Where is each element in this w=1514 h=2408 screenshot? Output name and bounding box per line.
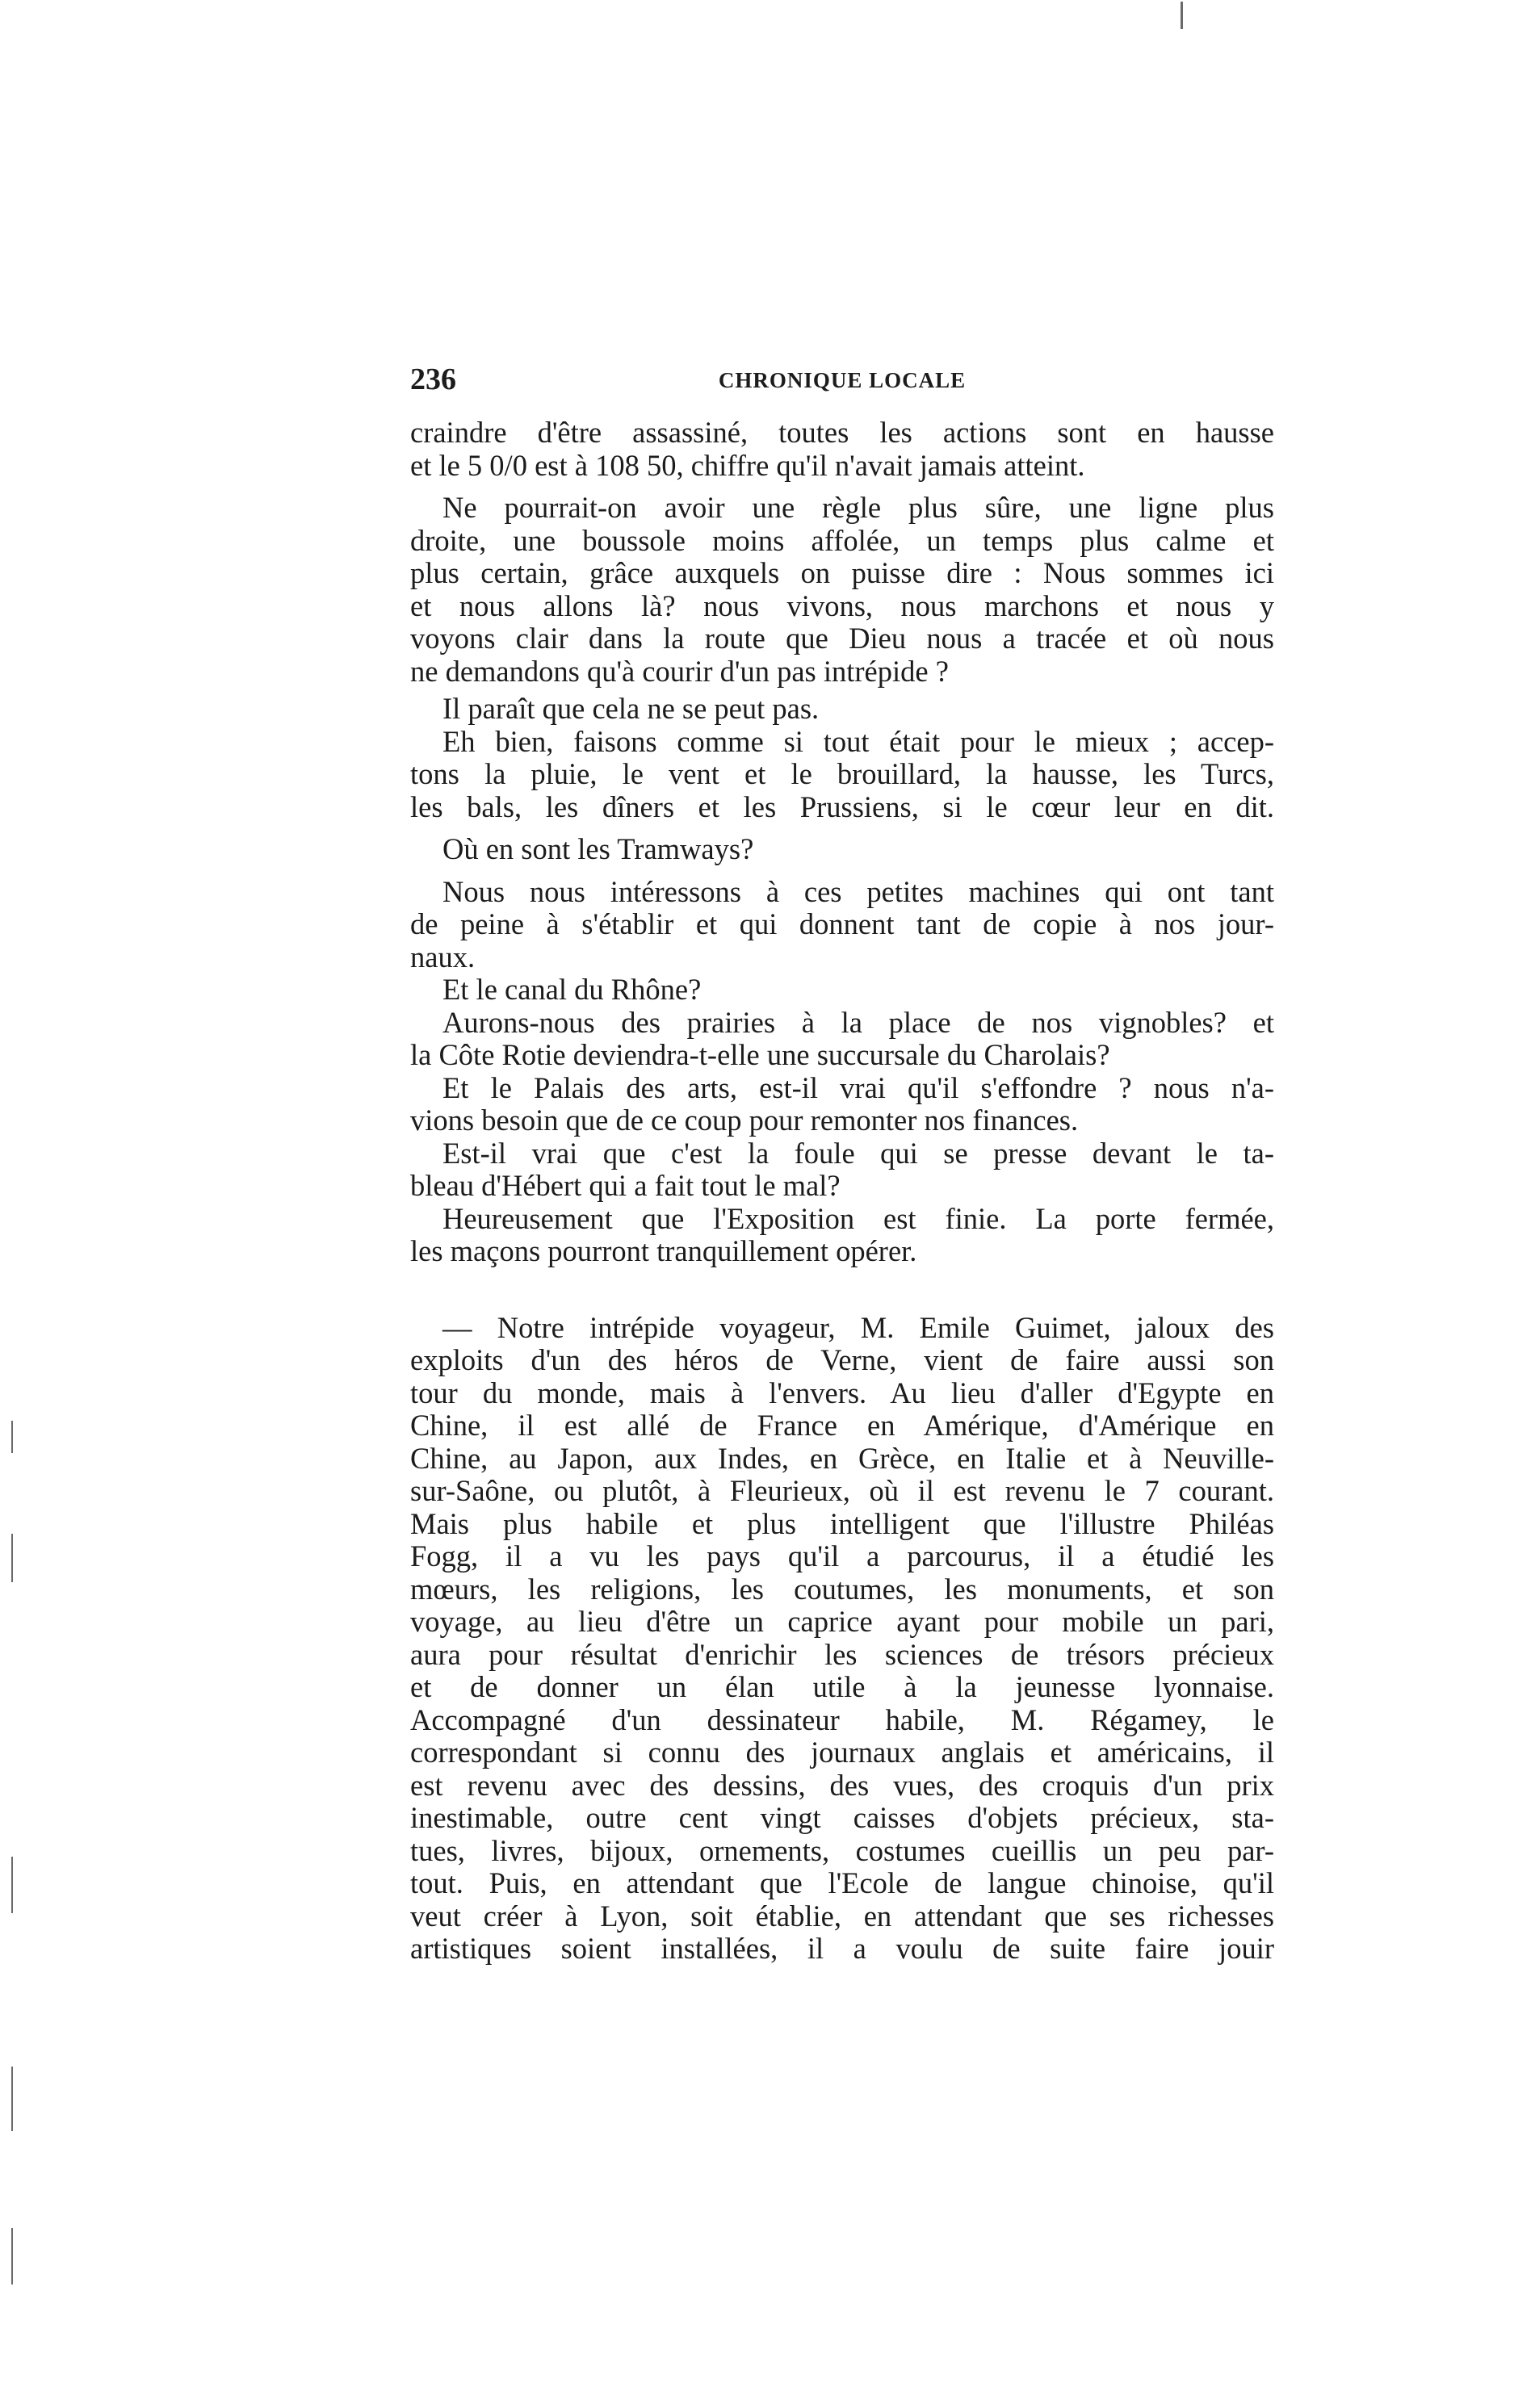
text-line: Il paraît que cela ne se peut pas.	[442, 692, 820, 725]
text-line: droite, une boussole moins affolée, un temps plus calme et	[410, 523, 1274, 557]
text-line: Où en sont les Tramways?	[442, 832, 754, 865]
text-line: Est-il vrai que c'est la foule qui se presse devant le ta-	[442, 1136, 1274, 1170]
text-line: naux.	[410, 940, 476, 974]
text-line: aura pour résultat d'enrichir les sciences de trésors précieux	[410, 1637, 1274, 1671]
text-line: est revenu avec des dessins, des vues, des croquis d'un prix	[410, 1768, 1274, 1802]
text-line: Chine, au Japon, aux Indes, en Grèce, en Italie et à Neuville-	[410, 1441, 1274, 1475]
text-line: Nous nous intéressons à ces petites machines qui ont tant	[442, 874, 1274, 908]
text-line: Accompagné d'un dessinateur habile, M. Régamey, le	[410, 1702, 1274, 1736]
text-line: — Notre intrépide voyageur, M. Emile Guimet, jaloux des	[442, 1310, 1274, 1344]
text-line: de peine à s'établir et qui donnent tant de copie à nos jour-	[410, 907, 1274, 940]
paragraph-5	[410, 833, 1274, 866]
text-line: et nous allons là? nous vivons, nous marchons et nous y	[410, 588, 1274, 622]
text-line: Mais plus habile et plus intelligent que l'illustre Philéas	[410, 1506, 1274, 1540]
text-line: craindre d'être assassiné, toutes les actions sont en hausse	[410, 416, 1274, 449]
text-line: exploits d'un des héros de Verne, vient de faire aussi son	[410, 1343, 1274, 1376]
text-line: voyons clair dans la route que Dieu nous a tracée et où nous	[410, 622, 1274, 655]
paragraph-4	[410, 726, 1274, 824]
text-line: tout. Puis, en attendant que l'Ecole de langue chinoise, qu'il	[410, 1866, 1274, 1899]
scan-mark-left-1	[11, 1421, 13, 1453]
text-line: Fogg, il a vu les pays qu'il a parcourus, il a étudié les	[410, 1539, 1274, 1573]
scan-mark-left-3	[11, 1857, 13, 1913]
text-line: sur-Saône, ou plutôt, à Fleurieux, où il est revenu le 7 courant.	[410, 1474, 1274, 1507]
text-line: tour du monde, mais à l'envers. Au lieu d'aller d'Egypte en	[410, 1376, 1274, 1409]
paragraph-3	[410, 693, 1274, 726]
paragraph-9	[410, 1072, 1274, 1137]
text-line: voyage, au lieu d'être un caprice ayant pour mobile un pari,	[410, 1605, 1274, 1638]
text-line: et le 5 0/0 est à 108 50, chiffre qu'il n'avait jamais atteint.	[410, 448, 1085, 482]
text-line: Heureusement que l'Exposition est finie. La porte fermée,	[442, 1201, 1274, 1235]
scan-mark-top	[1181, 2, 1183, 29]
paragraph-8	[410, 1007, 1274, 1072]
paragraph-11	[410, 1203, 1274, 1268]
text-line: bleau d'Hébert qui a fait tout le mal?	[410, 1169, 841, 1202]
text-line: vions besoin que de ce coup pour remonter nos finances.	[410, 1103, 1079, 1137]
text-line: ne demandons qu'à courir d'un pas intrépide ?	[410, 654, 949, 688]
paragraph-2	[410, 492, 1274, 688]
text-line: artistiques soient installées, il a voulu de suite faire jouir	[410, 1932, 1274, 1965]
text-line: Eh bien, faisons comme si tout était pour le mieux ; accep-	[442, 724, 1274, 758]
page-number: 236	[410, 362, 456, 396]
text-line: Et le Palais des arts, est-il vrai qu'il s'effondre ? nous n'a-	[442, 1070, 1274, 1104]
text-line: les bals, les dîners et les Prussiens, si le cœur leur en dit.	[410, 789, 1274, 823]
text-line: Et le canal du Rhône?	[442, 973, 702, 1006]
text-line: et de donner un élan utile à la jeunesse lyonnaise.	[410, 1670, 1274, 1703]
text-line: inestimable, outre cent vingt caisses d'objets précieux, sta-	[410, 1801, 1274, 1834]
text-line: plus certain, grâce auxquels on puisse dire : Nous sommes ici	[410, 556, 1274, 589]
paragraph-7	[410, 974, 1274, 1007]
scan-mark-left-2	[11, 1534, 13, 1582]
text-line: la Côte Rotie deviendra-t-elle une succursale du Charolais?	[410, 1038, 1110, 1071]
paragraph-1	[410, 417, 1274, 482]
running-head: CHRONIQUE LOCALE	[718, 368, 967, 392]
text-line: mœurs, les religions, les coutumes, les monuments, et son	[410, 1572, 1274, 1606]
text-line: veut créer à Lyon, soit établie, en attendant que ses richesses	[410, 1899, 1274, 1933]
text-line: les maçons pourront tranquillement opérer.	[410, 1234, 917, 1267]
paragraph-10	[410, 1137, 1274, 1203]
text-line: Ne pourrait-on avoir une règle plus sûre, une ligne plus	[442, 491, 1274, 524]
text-line: Chine, il est allé de France en Amérique, d'Amérique en	[410, 1409, 1274, 1442]
scan-mark-left-4	[11, 2067, 13, 2131]
paragraph-6	[410, 876, 1274, 974]
text-line: Aurons-nous des prairies à la place de nos vignobles? et	[442, 1005, 1274, 1039]
paragraph-12	[410, 1312, 1274, 1966]
text-line: tons la pluie, le vent et le brouillard, la hausse, les Turcs,	[410, 757, 1274, 790]
page-header	[410, 362, 1274, 402]
text-line: correspondant si connu des journaux anglais et américains, il	[410, 1736, 1274, 1769]
scan-mark-left-5	[11, 2228, 13, 2284]
text-line: tues, livres, bijoux, ornements, costumes cueillis un peu par-	[410, 1833, 1274, 1867]
body-text	[410, 417, 1274, 1966]
